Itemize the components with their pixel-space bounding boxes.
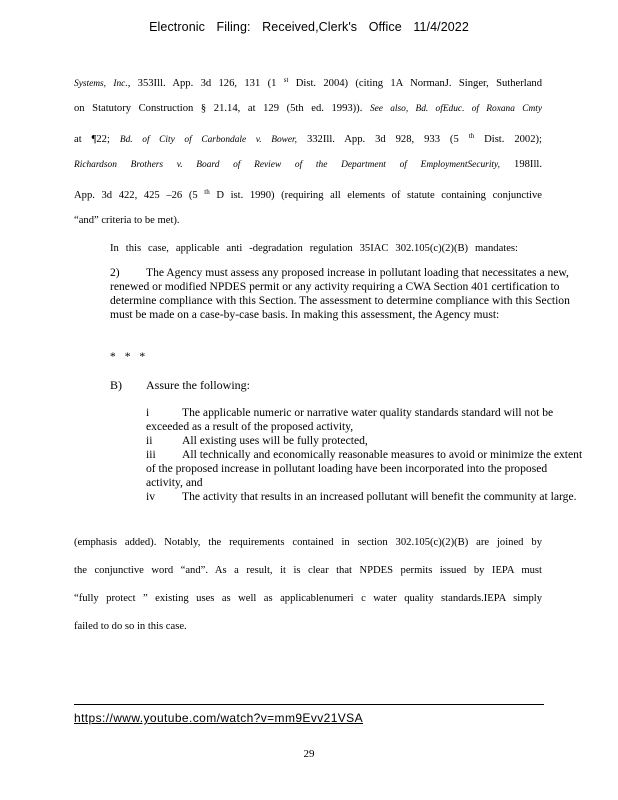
- citation-part: 332Ill. App. 3d 928, 933 (5: [297, 134, 469, 145]
- citation-part: Dist. 2002);: [474, 134, 542, 145]
- subsection-b-heading: [110, 378, 250, 393]
- list-item: [146, 448, 586, 490]
- after-line-1: (emphasis added). Notably, the requirements contained in section 302.105(c)(2)(B) are joined by: [74, 537, 542, 548]
- list-item: [146, 490, 586, 504]
- body-line-5: [74, 186, 542, 202]
- citation-part: Dist. 2004) (citing 1A NormanJ. Singer, Sutherland: [288, 78, 542, 89]
- ordinal-sup: st: [283, 76, 289, 84]
- ellipsis-stars: * * *: [110, 350, 149, 363]
- body-line-3: [74, 130, 542, 147]
- body-line-7: In this case, applicable anti -degradation regulation 35IAC 302.105(c)(2)(B) mandates:: [110, 243, 518, 254]
- citation-part: on Statutory Construction § 21.14, at 129 (5th ed. 1993)).: [74, 103, 370, 114]
- citation-part: at ¶22;: [74, 134, 120, 145]
- case-name-richardson: Richardson Brothers v. Board of Review of the Department of EmploymentSecurity,: [74, 160, 501, 170]
- body-line-1: [74, 74, 542, 91]
- ordinal-sup: th: [204, 188, 210, 196]
- case-name-roxana: See also, Bd. ofEduc. of Roxana Cmty: [369, 104, 542, 114]
- citation-part: App. 3d 422, 425 –26 (5: [74, 190, 205, 201]
- footnote-link[interactable]: https://www.youtube.com/watch?v=mm9Evv21VSA: [74, 711, 363, 725]
- body-line-6: “and” criteria to be met).: [74, 215, 180, 226]
- case-name-systems: Systems,: [74, 79, 107, 89]
- paragraph-number: 2): [110, 266, 120, 279]
- body-line-4: [74, 158, 542, 172]
- item-text: The activity that results in an increased pollutant will benefit the community at large.: [182, 490, 577, 503]
- citation-part: 198Ill.: [500, 159, 542, 170]
- item-tag: iv: [146, 490, 156, 503]
- item-text: All existing uses will be fully protected,: [182, 434, 368, 447]
- after-line-2: the conjunctive word “and”. As a result, it is clear that NPDES permits issued by IEPA must: [74, 565, 542, 576]
- item-text: All technically and economically reasonable measures to avoid or minimize the extent of the proposed increase in pollutant loading have been incorporated into the proposed activity, and: [146, 448, 583, 489]
- filing-header: Electronic Filing: Received,Clerk's Office 11/4/2022: [149, 20, 469, 34]
- subsection-text: Assure the following:: [146, 378, 250, 392]
- item-tag: iii: [146, 448, 156, 461]
- requirements-list: [146, 406, 586, 504]
- case-name-carbondale: Bd. of City of Carbondale v. Bower,: [119, 135, 298, 145]
- body-line-2: [74, 102, 542, 116]
- after-line-3: “fully protect ” existing uses as well as applicablenumeri c water quality standards.IEPA simply: [74, 593, 542, 604]
- paragraph-text: The Agency must assess any proposed increase in pollutant loading that necessitates a new, renewed or modified NPDES permit or any activity requiring a CWA Section 401 certification to determine compliance with this Section. The assessment to determine compliance with this Section must be made on a case-by-case basis. In making this assessment, the Agency must:: [110, 266, 570, 321]
- item-tag: ii: [146, 434, 153, 447]
- page-number: 29: [303, 748, 315, 760]
- citation-part: D ist. 1990) (requiring all elements of statute containing conjunctive: [209, 190, 542, 201]
- footnote-divider: [74, 704, 544, 705]
- quoted-paragraph-2: [110, 266, 592, 322]
- item-tag: i: [146, 406, 150, 419]
- item-text: The applicable numeric or narrative water quality standards standard will not be exceeded as a result of the proposed activity,: [146, 406, 554, 433]
- ordinal-sup: th: [468, 132, 475, 140]
- list-item: [146, 434, 586, 448]
- subsection-number: B): [110, 378, 122, 392]
- list-item: [146, 406, 586, 434]
- citation-part: , 353Ill. App. 3d 126, 131 (1: [127, 78, 284, 89]
- case-name-inc: Inc.: [113, 79, 128, 89]
- after-line-4: failed to do so in this case.: [74, 621, 187, 632]
